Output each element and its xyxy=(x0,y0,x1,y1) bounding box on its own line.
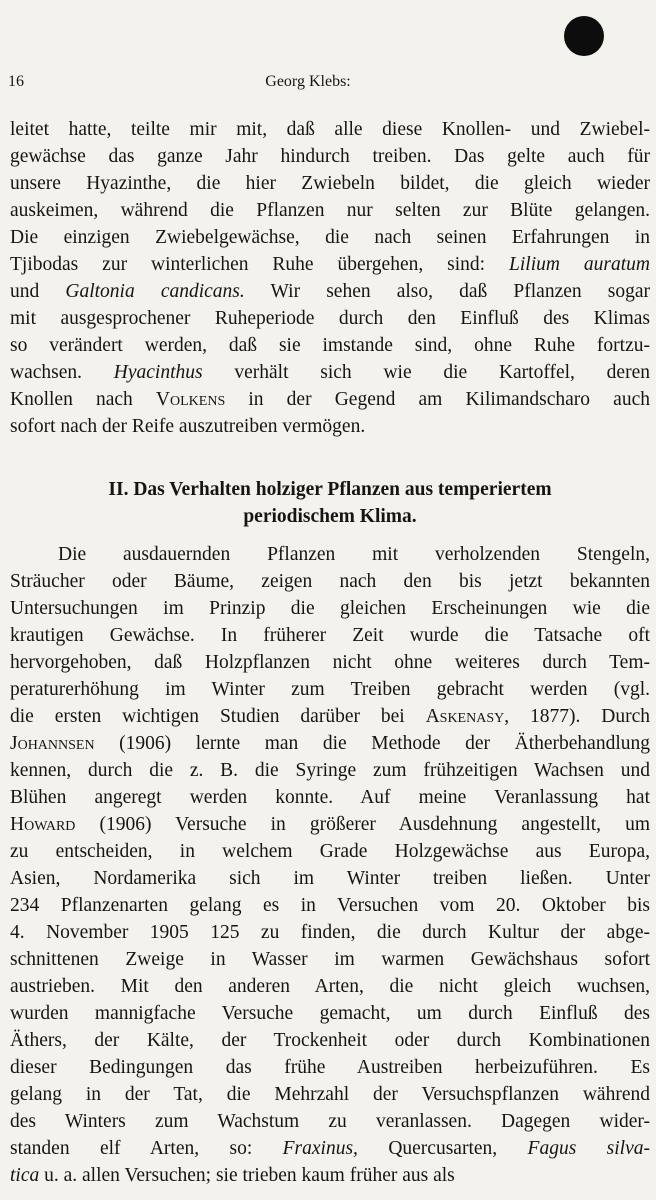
text-run: hervorgehoben, daß Holzpflanzen nicht ohne weiteres durch Tem- xyxy=(10,652,650,673)
author-name: Volkens xyxy=(155,389,226,410)
text-run: wachsen. xyxy=(10,362,114,383)
italic-text: tica xyxy=(10,1165,40,1186)
text-run: verhält sich wie die Kartoffel, deren xyxy=(202,362,650,383)
text-run: des Winters zum Wachstum zu veranlassen. Dagegen wider- xyxy=(10,1111,650,1132)
text-run: schnittenen Zweige in Wasser im warmen Gewächshaus sofort xyxy=(10,949,650,970)
text-line xyxy=(10,116,650,143)
text-run: Asien, Nordamerika sich im Winter treiben ließen. Unter xyxy=(10,868,650,889)
text-run: u. a. allen Versuchen; sie trieben kaum früher aus als xyxy=(39,1165,455,1186)
text-line xyxy=(10,811,650,838)
text-line xyxy=(10,676,650,703)
text-line xyxy=(10,703,650,730)
text-run: Tjibodas zur winterlichen Ruhe übergehen, sind: xyxy=(10,254,510,275)
text-run: wurden mannigfache Versuche gemacht, um durch Einfluß des xyxy=(10,1003,650,1024)
section-heading-line: periodischem Klima. xyxy=(243,506,417,527)
text-run: Blühen angeregt werden konnte. Auf meine Veranlassung hat xyxy=(10,787,650,808)
text-run: krautigen Gewächse. In früherer Zeit wurde die Tatsache oft xyxy=(10,625,650,646)
text-line xyxy=(10,973,650,1000)
author-name: Howard xyxy=(10,814,76,835)
text-line xyxy=(10,622,650,649)
paragraph-1 xyxy=(10,116,650,440)
text-line xyxy=(10,946,650,973)
text-run: Knollen nach xyxy=(10,389,156,410)
text-run: Wir sehen also, daß Pflanzen sogar xyxy=(244,281,651,302)
section-heading xyxy=(10,476,650,530)
text-line xyxy=(10,278,650,305)
text-run: Untersuchungen im Prinzip die gleichen Erscheinungen wie die xyxy=(10,598,650,619)
text-run: standen elf Arten, so: xyxy=(10,1138,283,1159)
text-run: austrieben. Mit den anderen Arten, die nicht gleich wuchsen, xyxy=(10,976,650,997)
author-name: Johannsen xyxy=(10,733,95,754)
text-run: (1906) Versuche in größerer Ausdehnung angestellt, um xyxy=(75,814,650,835)
text-line xyxy=(10,568,650,595)
text-line xyxy=(10,649,650,676)
text-line xyxy=(10,197,650,224)
text-run: peraturerhöhung im Winter zum Treiben gebracht werden (vgl. xyxy=(10,679,650,700)
text-run: , 1877). Durch xyxy=(504,706,650,727)
text-line xyxy=(10,359,650,386)
text-run: (1906) lernte man die Methode der Ätherbehandlung xyxy=(94,733,650,754)
text-line xyxy=(10,1000,650,1027)
italic-text: Fraxinus, xyxy=(282,1138,358,1159)
text-run: unsere Hyazinthe, die hier Zwiebeln bildet, die gleich wieder xyxy=(10,173,650,194)
text-line xyxy=(10,919,650,946)
italic-text: Galtonia candicans. xyxy=(65,281,245,302)
text-run: Sträucher oder Bäume, zeigen nach den bis jetzt bekannten xyxy=(10,571,650,592)
text-line xyxy=(10,1081,650,1108)
text-line xyxy=(10,1054,650,1081)
italic-text: Lilium auratum xyxy=(509,254,650,275)
text-line xyxy=(10,1162,650,1189)
text-line xyxy=(10,865,650,892)
text-run: auskeimen, während die Pflanzen nur selten zur Blüte gelangen. xyxy=(10,200,650,221)
text-run: Quercusarten, xyxy=(357,1138,528,1159)
paragraph-2 xyxy=(10,541,650,1189)
text-line xyxy=(10,1108,650,1135)
text-line xyxy=(10,595,650,622)
text-line xyxy=(10,143,650,170)
text-run: gewächse das ganze Jahr hindurch treiben. Das gelte auch für xyxy=(10,146,650,167)
text-run: Die ausdauernden Pflanzen mit verholzenden Stengeln, xyxy=(58,544,650,565)
text-run: 4. November 1905 125 zu finden, die durch Kultur der abge- xyxy=(10,922,650,943)
italic-text: Fagus silva- xyxy=(527,1138,650,1159)
text-run: dieser Bedingungen das frühe Austreiben herbeizuführen. Es xyxy=(10,1057,650,1078)
text-line xyxy=(10,224,650,251)
text-run: mit ausgesprochener Ruheperiode durch den Einfluß des Klimas xyxy=(10,308,650,329)
text-line xyxy=(10,305,650,332)
punched-hole xyxy=(564,16,604,56)
author-name: Askenasy xyxy=(425,706,505,727)
text-run: so verändert werden, daß sie imstande sind, ohne Ruhe fortzu- xyxy=(10,335,650,356)
text-run: gelang in der Tat, die Mehrzahl der Versuchspflanzen während xyxy=(10,1084,650,1105)
text-line xyxy=(10,170,650,197)
section-heading-line: II. Das Verhalten holziger Pflanzen aus temperiertem xyxy=(108,479,552,500)
text-run: in der Gegend am Kilimandscharo auch xyxy=(225,389,650,410)
text-line xyxy=(10,386,650,413)
text-run: leitet hatte, teilte mir mit, daß alle diese Knollen- und Zwiebel- xyxy=(10,119,650,140)
text-line xyxy=(10,541,650,568)
text-line xyxy=(10,413,650,440)
text-line xyxy=(10,1135,650,1162)
text-run: kennen, durch die z. B. die Syringe zum frühzeitigen Wachsen und xyxy=(10,760,650,781)
text-run: zu entscheiden, in welchem Grade Holzgewächse aus Europa, xyxy=(10,841,650,862)
text-line xyxy=(10,730,650,757)
text-line xyxy=(10,1027,650,1054)
text-run: die ersten wichtigen Studien darüber bei xyxy=(10,706,426,727)
text-line xyxy=(10,251,650,278)
text-line xyxy=(10,784,650,811)
text-run: und xyxy=(10,281,66,302)
text-run: Die einzigen Zwiebelgewächse, die nach seinen Erfahrungen in xyxy=(10,227,650,248)
italic-text: Hyacinthus xyxy=(113,362,203,383)
text-run: sofort nach der Reife auszutreiben vermögen. xyxy=(10,416,366,437)
text-line xyxy=(10,838,650,865)
running-head: Georg Klebs: xyxy=(265,73,351,90)
text-run: Äthers, der Kälte, der Trockenheit oder durch Kombinationen xyxy=(10,1030,650,1051)
text-line xyxy=(10,892,650,919)
text-line xyxy=(10,757,650,784)
page-number: 16 xyxy=(8,73,24,90)
text-run: 234 Pflanzenarten gelang es in Versuchen vom 20. Oktober bis xyxy=(10,895,650,916)
text-line xyxy=(10,332,650,359)
